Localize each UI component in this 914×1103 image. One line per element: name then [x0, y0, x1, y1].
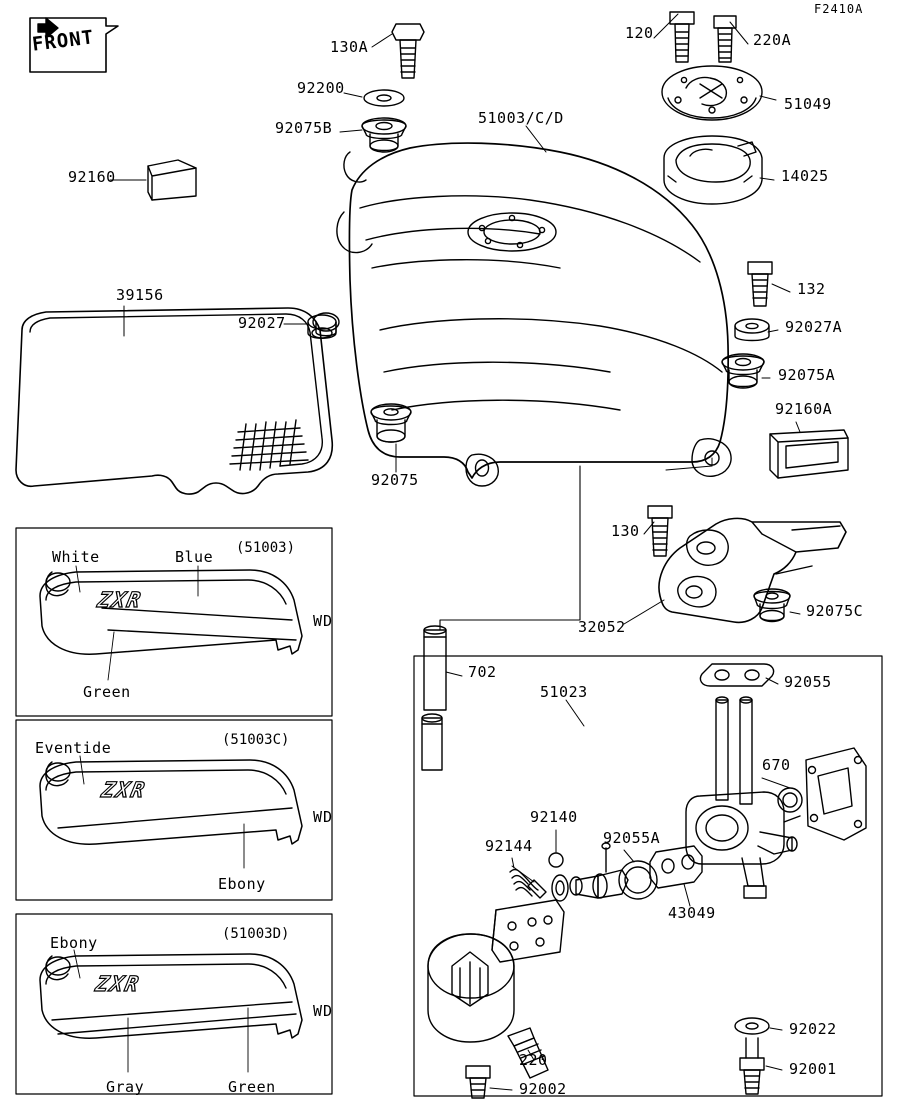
- callout-14025: 14025: [781, 167, 829, 185]
- callout-120: 120: [625, 24, 654, 42]
- variant3-wd-marker: WD: [313, 1002, 334, 1020]
- variant3-color-gray: Gray: [106, 1078, 145, 1096]
- variant-code-51003D: (51003D): [222, 926, 290, 942]
- callout-130: 130: [611, 522, 640, 540]
- variant1-color-green: Green: [83, 683, 131, 701]
- variant3-color-ebony: Ebony: [50, 934, 98, 952]
- callout-132: 132: [797, 280, 826, 298]
- variant1-wd-marker: WD: [313, 612, 334, 630]
- callout-220: 220: [519, 1051, 548, 1069]
- callout-43049: 43049: [668, 904, 716, 922]
- callout-92144: 92144: [485, 837, 533, 855]
- variant3-color-green: Green: [228, 1078, 276, 1096]
- variant3-zxr-logo: ZXR: [93, 972, 143, 996]
- variant2-zxr-logo: ZXR: [99, 778, 149, 802]
- variant2-color-eventide: Eventide: [35, 739, 112, 757]
- callout-92075C: 92075C: [806, 602, 864, 620]
- callout-92001: 92001: [789, 1060, 837, 1078]
- variant1-color-white: White: [52, 548, 100, 566]
- callout-92200: 92200: [297, 79, 345, 97]
- callout-39156: 39156: [116, 286, 164, 304]
- sheet-code: F2410A: [814, 2, 864, 16]
- callout-92022: 92022: [789, 1020, 837, 1038]
- callout-130A: 130A: [330, 38, 369, 56]
- callout-92027A: 92027A: [785, 318, 843, 336]
- callout-92002: 92002: [519, 1080, 567, 1098]
- variant-code-51003: (51003): [236, 540, 296, 556]
- callout-92055A: 92055A: [603, 829, 661, 847]
- callout-32052: 32052: [578, 618, 626, 636]
- variant1-zxr-logo: ZXR: [95, 588, 145, 612]
- variant2-color-ebony: Ebony: [218, 875, 266, 893]
- callout-51049: 51049: [784, 95, 832, 113]
- callout-92075: 92075: [371, 471, 419, 489]
- callout-92075A: 92075A: [778, 366, 836, 384]
- variant2-wd-marker: WD: [313, 808, 334, 826]
- callout-670: 670: [762, 756, 791, 774]
- callout-92160A: 92160A: [775, 400, 833, 418]
- callout-220A: 220A: [753, 31, 792, 49]
- callout-51023: 51023: [540, 683, 588, 701]
- callout-92075B: 92075B: [275, 119, 333, 137]
- callout-92140: 92140: [530, 808, 578, 826]
- variant-code-51003C: (51003C): [222, 732, 290, 748]
- callout-92055: 92055: [784, 673, 832, 691]
- callout-702: 702: [468, 663, 497, 681]
- callout-92160: 92160: [68, 168, 116, 186]
- callout-92027: 92027: [238, 314, 286, 332]
- variant1-color-blue: Blue: [175, 548, 214, 566]
- front-direction-marker: FRONT: [30, 26, 96, 56]
- callout-51003: 51003/C/D: [478, 109, 564, 127]
